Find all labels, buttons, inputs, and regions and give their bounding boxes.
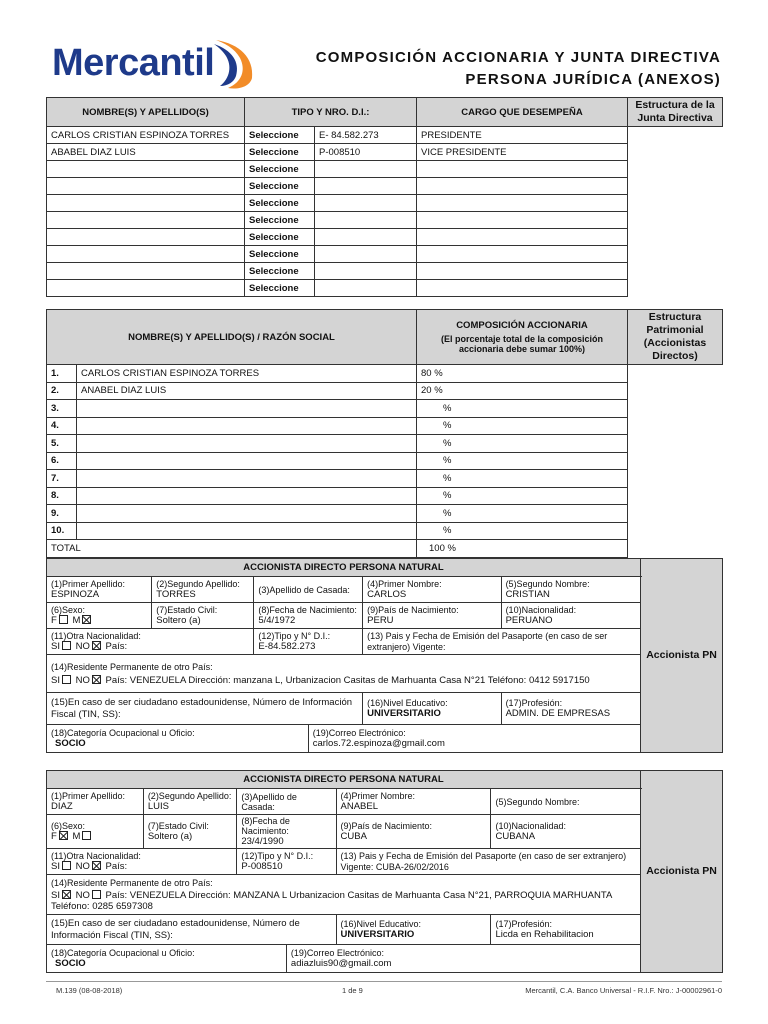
pn1-side-label: Accionista PN [641, 559, 723, 753]
accionista-pn-1: ACCIONISTA DIRECTO PERSONA NATURAL Accionista PN (1)Primer Apellido: ESPINOZA (2)Segundo Apellido: TORRES (3)Apellido de Casada: (4)Primer Nombre: CARLOS (5)Segundo Nombre: CRISTIAN (6)Sexo: F M (7)Estado Civil: Soltero (a) (8)Fecha de Nacimiento: 5/4/1972 (9)País de Nacimiento: PERU (10)Nacionalidad: PERUANO (11)Otra Nacionalidad: SI NO País: (12)Tipo y N° D.I.: E-84.582.273 (13) Pais y Fecha de Emisión del Pasaporte (en caso de ser extranjero) Vigente: (14)Residente Permanente de otro País: SI NO País: VENEZUELA Dirección: manzana L, Urbanizacion Casitas de Marhuanta Casa N°21 Teléfono: 0412 5917150 (15)En caso de ser ciudadano estadounidense, Número de Información Fiscal (TIN, SS): (16)Nivel Educativo: UNIVERSITARIO (17)Profesión: ADMIN. DE EMPRESAS (18)Categoría Ocupacional u Oficio: SOCIO (19)Correo Electrónico: carlos.72.espinoza@gmail.com [46, 558, 723, 753]
junta-cargo-cell[interactable] [417, 263, 628, 280]
junta-name-cell[interactable] [47, 212, 245, 229]
shareholder-row [47, 400, 723, 418]
percentage-cell[interactable] [417, 487, 628, 505]
col-id: TIPO Y NRO. D.I.: [245, 98, 417, 127]
junta-side-label: Estructura de la Junta Directiva [628, 98, 723, 127]
pat-col-comp: COMPOSICIÓN ACCIONARIA (El porcentaje total de la composición accionaria debe sumar 100%) [417, 310, 628, 365]
junta-id-cell[interactable] [315, 229, 417, 246]
junta-name-cell[interactable] [47, 246, 245, 263]
shareholder-row [47, 365, 723, 383]
pn1-nombre1: CARLOS [367, 589, 407, 600]
junta-row [47, 178, 723, 195]
junta-name-cell[interactable]: ABABEL DIAZ LUIS [47, 144, 245, 161]
shareholder-row [47, 435, 723, 453]
junta-name-cell[interactable] [47, 178, 245, 195]
junta-row [47, 144, 723, 161]
pn1-otra-no-checkbox[interactable] [92, 641, 101, 650]
id-type-select[interactable]: Seleccione [245, 195, 315, 212]
row-number: 9. [47, 505, 77, 523]
accionista-pn-2: ACCIONISTA DIRECTO PERSONA NATURAL Accionista PN (1)Primer Apellido: DIAZ (2)Segundo Apellido: LUIS (3)Apellido de Casada: (4)Primer Nombre: ANABEL (5)Segundo Nombre: (6)Sexo: F M (7)Estado Civil: Soltero (a) (8)Fecha de Nacimiento: 23/4/1990 (9)País de Nacimiento: CUBA (10)Nacionalidad: CUBANA (11)Otra Nacionalidad: SI NO País: (12)Tipo y N° D.I.: P-008510 (13) Pais y Fecha de Emisión del Pasaporte (en caso de ser extranjero) Vigente: CUBA-26/02/2016 (14)Residente Permanente de otro País: SI NO País: VENEZUELA Dirección: MANZANA L Urbanizacion Casitas de Marhuanta Casa N°21, PARROQUIA MARHUANTA Teléfono: 0285 6597308 (15)En caso de ser ciudadano estadounidense, Número de Información Fiscal (TIN, SS): (16)Nivel Educativo: UNIVERSITARIO (17)Profesión: Licda en Rehabilitacion (18)Categoría Ocupacional u Oficio: SOCIO (19)Correo Electrónico: adiazluis90@gmail.com [46, 770, 723, 973]
percentage-cell[interactable] [417, 452, 628, 470]
shareholder-row [47, 470, 723, 488]
form-code: M.139 (08-08-2018) [56, 986, 123, 995]
id-type-select[interactable]: Seleccione [245, 178, 315, 195]
junta-row [47, 195, 723, 212]
junta-cargo-cell[interactable] [417, 178, 628, 195]
id-type-select[interactable]: Seleccione [245, 229, 315, 246]
pn2-sexo-m-checkbox[interactable] [82, 831, 91, 840]
shareholder-row [47, 505, 723, 523]
pn1-resid-no-checkbox[interactable] [92, 675, 101, 684]
id-type-select[interactable]: Seleccione [245, 144, 315, 161]
total-value: 100 % [417, 540, 628, 558]
pn1-resid-si-checkbox[interactable] [62, 675, 71, 684]
pn1-sexo-f-checkbox[interactable] [59, 615, 68, 624]
percentage-cell[interactable] [417, 522, 628, 540]
page-title: COMPOSICIÓN ACCIONARIA Y JUNTA DIRECTIVA PERSONA JURÍDICA (ANEXOS) [315, 49, 721, 88]
junta-id-cell[interactable] [315, 195, 417, 212]
percentage-value: % [443, 472, 452, 484]
junta-cargo-cell[interactable]: PRESIDENTE [417, 127, 628, 144]
junta-id-cell[interactable] [315, 212, 417, 229]
percentage-cell[interactable] [417, 505, 628, 523]
pn2-side-label: Accionista PN [641, 771, 723, 973]
patrimonial-table [46, 309, 723, 558]
junta-cargo-cell[interactable] [417, 161, 628, 178]
junta-cargo-cell[interactable] [417, 212, 628, 229]
junta-cargo-cell[interactable]: VICE PRESIDENTE [417, 144, 628, 161]
row-number: 2. [47, 382, 77, 400]
shareholder-name-cell[interactable]: ANABEL DIAZ LUIS [77, 382, 417, 400]
junta-cargo-cell[interactable] [417, 280, 628, 297]
junta-name-cell[interactable] [47, 161, 245, 178]
junta-directiva-table [46, 97, 723, 297]
total-label: TOTAL [47, 540, 417, 558]
pn2-sexo-f-checkbox[interactable] [59, 831, 68, 840]
shareholder-name-cell[interactable]: CARLOS CRISTIAN ESPINOZA TORRES [77, 365, 417, 383]
shareholder-row [47, 487, 723, 505]
col-name: NOMBRE(S) Y APELLIDO(S) [47, 98, 245, 127]
junta-name-cell[interactable] [47, 229, 245, 246]
id-type-select[interactable]: Seleccione [245, 280, 315, 297]
page-number: 1 de 9 [342, 986, 363, 995]
shareholder-row [47, 417, 723, 435]
percentage-value: % [443, 455, 452, 467]
row-number: 1. [47, 365, 77, 383]
junta-row [47, 280, 723, 297]
shareholder-name-cell[interactable] [77, 487, 417, 505]
shareholder-name-cell[interactable] [77, 452, 417, 470]
shareholder-name-cell[interactable] [77, 522, 417, 540]
pat-col-name: NOMBRE(S) Y APELLIDO(S) / RAZÓN SOCIAL [47, 310, 417, 365]
shareholder-name-cell[interactable] [77, 435, 417, 453]
id-type-select[interactable]: Seleccione [245, 212, 315, 229]
shareholder-name-cell[interactable] [77, 417, 417, 435]
percentage-cell[interactable] [417, 435, 628, 453]
bank-info: Mercantil, C.A. Banco Universal - R.I.F. Nro.: J-00002961-0 [525, 986, 722, 995]
junta-name-cell[interactable] [47, 195, 245, 212]
percentage-value: % [443, 402, 452, 414]
percentage-cell[interactable] [417, 470, 628, 488]
total-row [47, 540, 723, 558]
logo-swoosh-icon [210, 38, 260, 92]
percentage-value: % [443, 490, 452, 502]
percentage-value: 20 % [421, 385, 443, 397]
percentage-value: % [443, 507, 452, 519]
pn2-header: ACCIONISTA DIRECTO PERSONA NATURAL [47, 771, 641, 789]
pn1-apellido1: ESPINOZA [51, 589, 100, 600]
percentage-cell[interactable] [417, 365, 628, 383]
pn2-resid-si-checkbox[interactable] [62, 890, 71, 899]
footer-divider [46, 981, 722, 982]
mercantil-logo [52, 38, 262, 94]
shareholder-row [47, 522, 723, 540]
junta-id-cell[interactable] [315, 161, 417, 178]
row-number: 4. [47, 417, 77, 435]
junta-row [47, 263, 723, 280]
junta-row [47, 246, 723, 263]
percentage-value: % [443, 420, 452, 432]
percentage-value: % [443, 437, 452, 449]
junta-id-cell[interactable]: P-008510 [315, 144, 417, 161]
junta-cargo-cell[interactable] [417, 195, 628, 212]
junta-row [47, 127, 723, 144]
shareholder-name-cell[interactable] [77, 505, 417, 523]
row-number: 6. [47, 452, 77, 470]
junta-row [47, 212, 723, 229]
junta-name-cell[interactable]: CARLOS CRISTIAN ESPINOZA TORRES [47, 127, 245, 144]
id-type-select[interactable]: Seleccione [245, 246, 315, 263]
id-type-select[interactable]: Seleccione [245, 263, 315, 280]
pn2-otra-si-checkbox[interactable] [62, 861, 71, 870]
patrimonial-side-label: Estructura Patrimonial (Accionistas Directos) [628, 310, 723, 365]
pn1-otra-si-checkbox[interactable] [62, 641, 71, 650]
pn2-resid-no-checkbox[interactable] [92, 890, 101, 899]
shareholder-name-cell[interactable] [77, 400, 417, 418]
shareholder-name-cell[interactable] [77, 470, 417, 488]
id-type-select[interactable]: Seleccione [245, 127, 315, 144]
row-number: 3. [47, 400, 77, 418]
row-number: 5. [47, 435, 77, 453]
junta-cargo-cell[interactable] [417, 246, 628, 263]
logo-text: Mercantil [52, 42, 215, 84]
percentage-cell[interactable] [417, 417, 628, 435]
row-number: 8. [47, 487, 77, 505]
junta-row [47, 161, 723, 178]
junta-id-cell[interactable] [315, 263, 417, 280]
pn1-sexo-m-checkbox[interactable] [82, 615, 91, 624]
percentage-value: 80 % [421, 367, 443, 379]
junta-name-cell[interactable] [47, 263, 245, 280]
junta-id-cell[interactable] [315, 178, 417, 195]
pn1-apellido2: TORRES [156, 589, 196, 600]
shareholder-row [47, 382, 723, 400]
junta-id-cell[interactable]: E- 84.582.273 [315, 127, 417, 144]
percentage-cell[interactable] [417, 382, 628, 400]
pn1-header: ACCIONISTA DIRECTO PERSONA NATURAL [47, 559, 641, 577]
junta-row [47, 229, 723, 246]
shareholder-row [47, 452, 723, 470]
percentage-cell[interactable] [417, 400, 628, 418]
pn2-otra-no-checkbox[interactable] [92, 861, 101, 870]
row-number: 7. [47, 470, 77, 488]
id-type-select[interactable]: Seleccione [245, 161, 315, 178]
col-cargo: CARGO QUE DESEMPEÑA [417, 98, 628, 127]
junta-cargo-cell[interactable] [417, 229, 628, 246]
junta-id-cell[interactable] [315, 280, 417, 297]
percentage-value: % [443, 525, 452, 537]
junta-name-cell[interactable] [47, 280, 245, 297]
pn1-nombre2: CRISTIAN [505, 589, 550, 600]
row-number: 10. [47, 522, 77, 540]
junta-id-cell[interactable] [315, 246, 417, 263]
